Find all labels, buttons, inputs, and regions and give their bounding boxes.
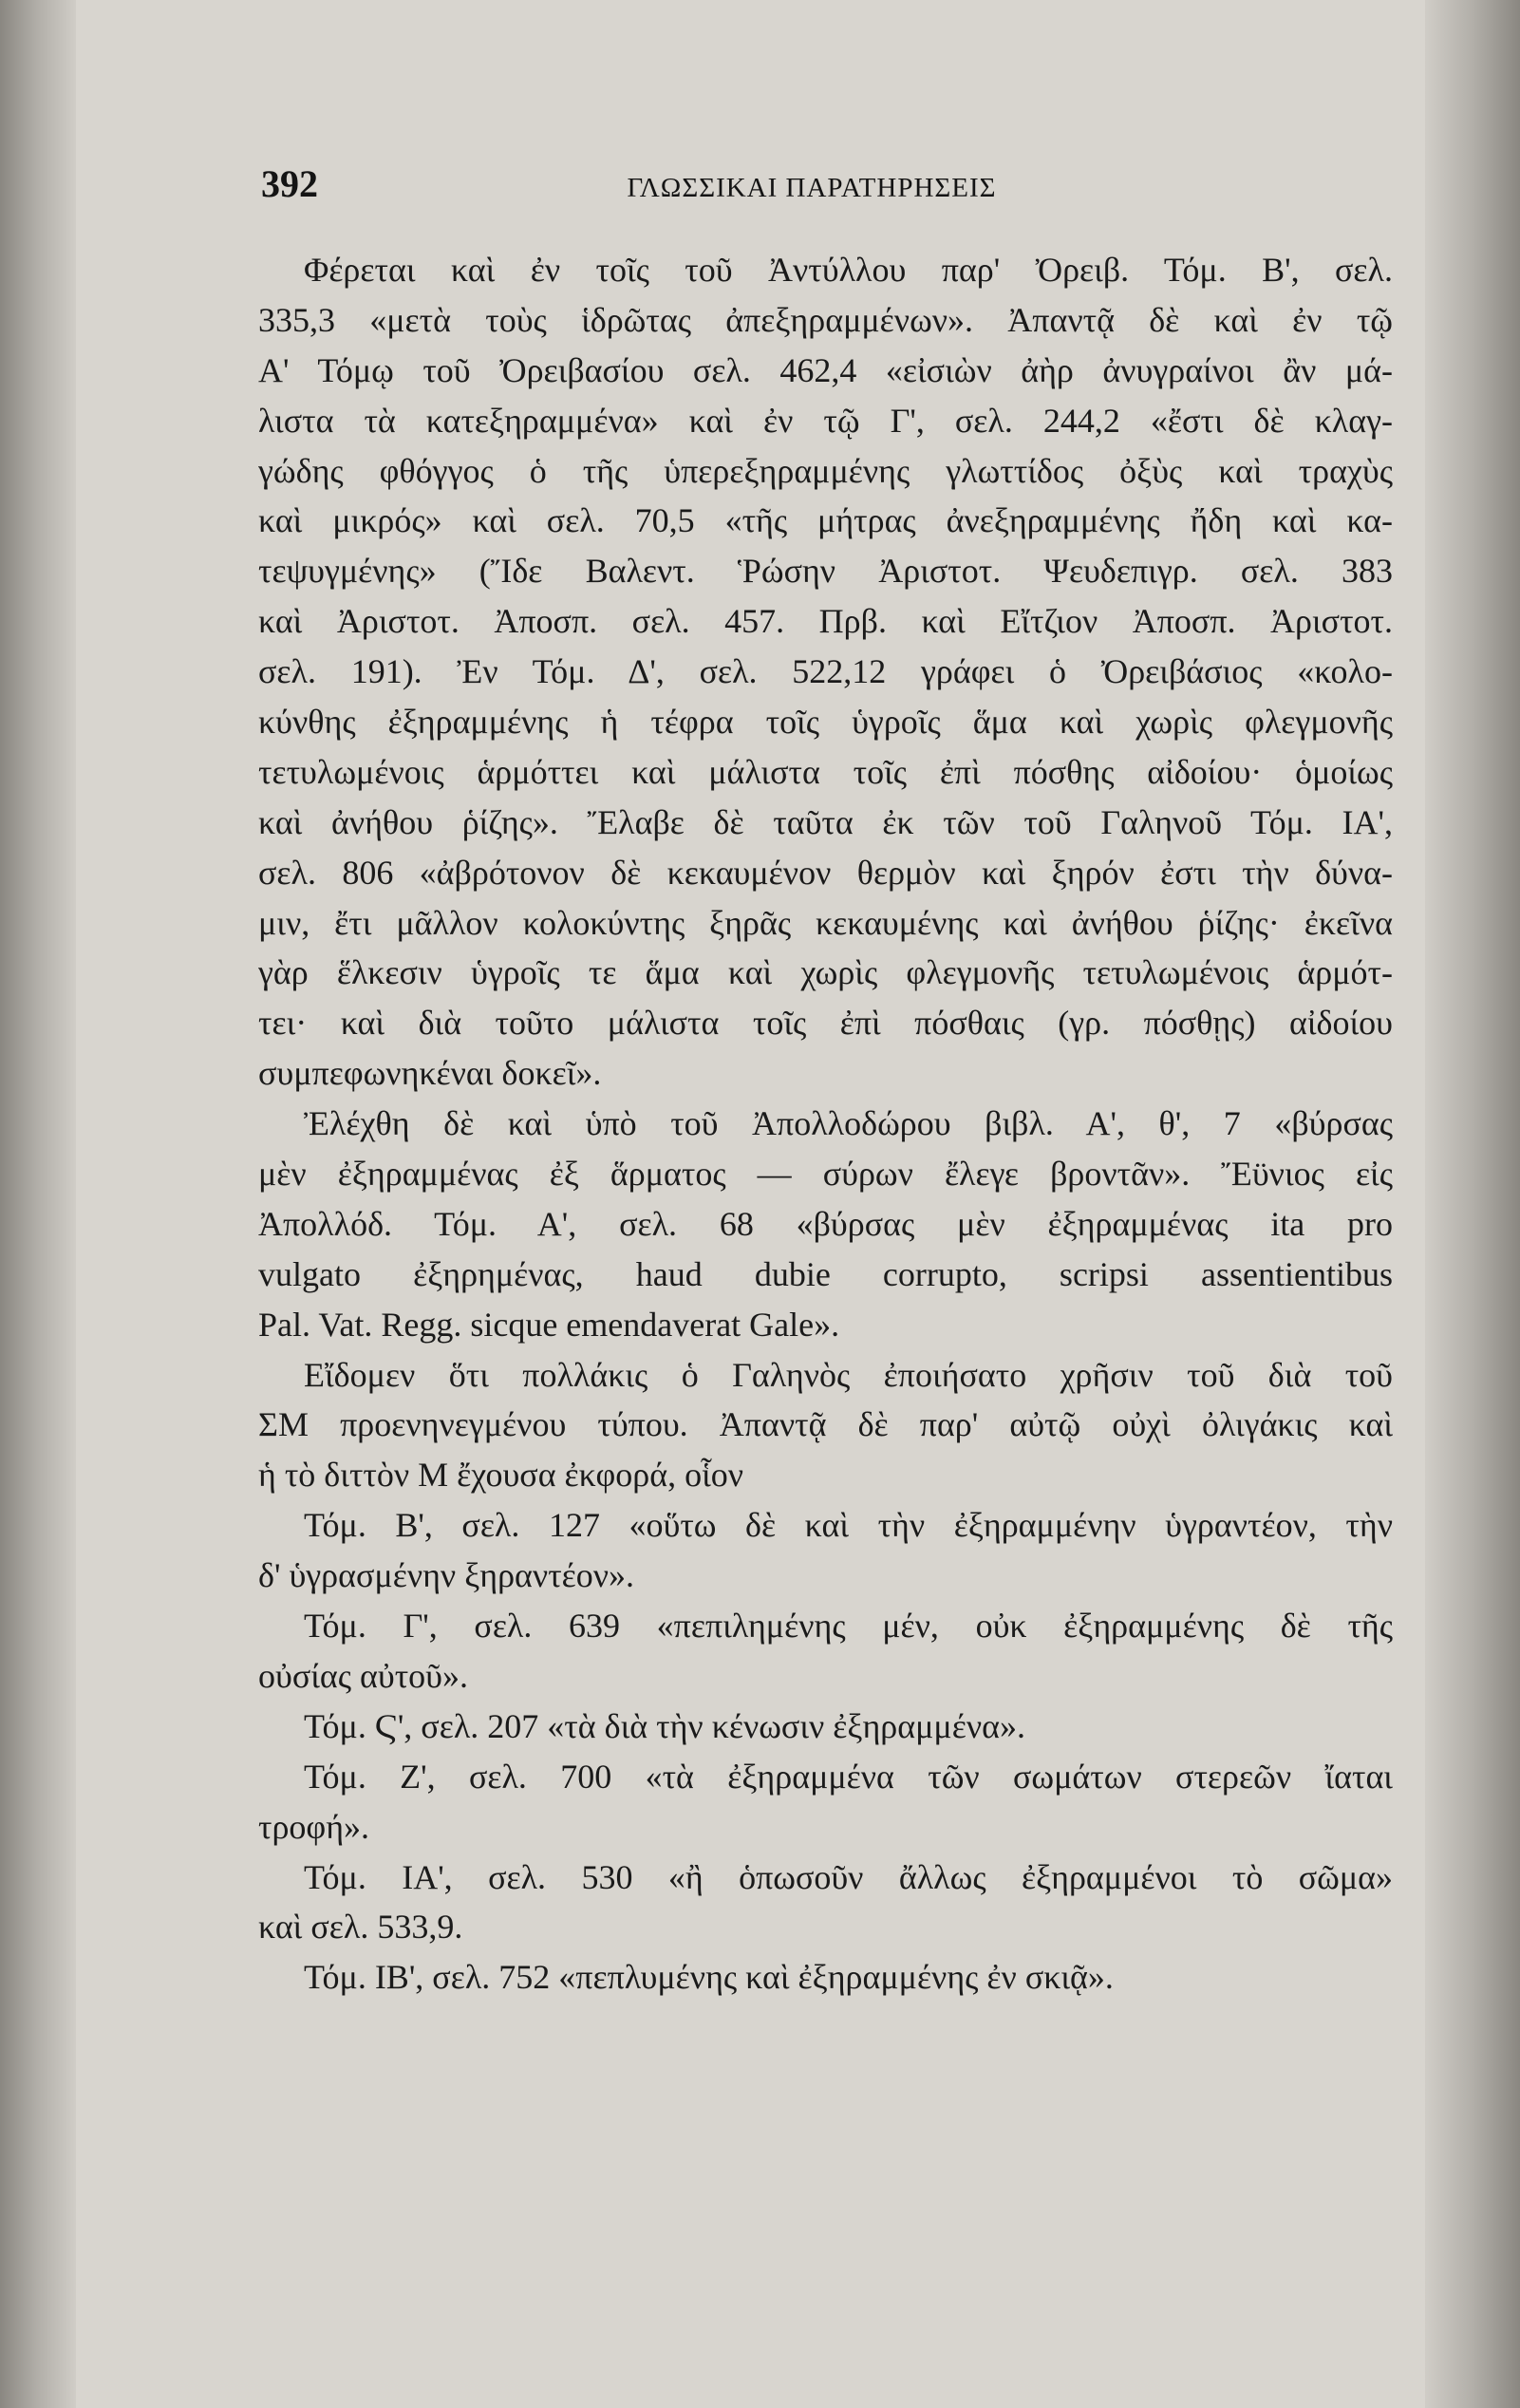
text-line: Α' Τόμῳ τοῦ Ὀρειβασίου σελ. 462,4 «εἰσιὼν ἀὴρ ἀνυγραίνοι ἂν μά- bbox=[258, 350, 1393, 389]
text-line: Τόμ. Β', σελ. 127 «οὕτω δὲ καὶ τὴν ἐξηραμμένην ὑγραντέον, τὴν bbox=[304, 1506, 1393, 1545]
text-line: τεψυγμένης» (Ἴδε Βαλεντ. Ῥώσην Ἀριστοτ. Ψευδεπιγρ. σελ. 383 bbox=[258, 552, 1393, 591]
text-line: Ἀπολλόδ. Τόμ. Α', σελ. 68 «βύρσας μὲν ἐξηραμμένας ita pro bbox=[258, 1204, 1393, 1243]
text-line: καὶ Ἀριστοτ. Ἀποσπ. σελ. 457. Πρβ. καὶ Εἴτζιον Ἀποσπ. Ἀριστοτ. bbox=[258, 602, 1393, 641]
text-line: σελ. 806 «ἀβρότονον δὲ κεκαυμένον θερμὸν καὶ ξηρόν ἐστι τὴν δύνα- bbox=[258, 853, 1393, 892]
body-text bbox=[258, 245, 1393, 2003]
text-line: τροφή». bbox=[258, 1807, 370, 1846]
text-line: ΣΜ προενηνεγμένου τύπου. Ἀπαντᾷ δὲ παρ' αὐτῷ οὐχὶ ὀλιγάκις καὶ bbox=[258, 1405, 1393, 1444]
text-line: vulgato ἐξηρημένας, haud dubie corrupto, scripsi assentientibus bbox=[258, 1254, 1393, 1293]
text-line: καὶ μικρός» καὶ σελ. 70,5 «τῆς μήτρας ἀνεξηραμμένης ἤδη καὶ κα- bbox=[258, 501, 1393, 540]
text-line: 335,3 «μετὰ τοὺς ἱδρῶτας ἀπεξηραμμένων». Ἀπαντᾷ δὲ καὶ ἐν τῷ bbox=[258, 300, 1393, 339]
text-line: καὶ σελ. 533,9. bbox=[258, 1908, 463, 1947]
text-line: Τόμ. Ϛ', σελ. 207 «τὰ διὰ τὴν κένωσιν ἐξηραμμένα». bbox=[304, 1706, 1025, 1745]
page-edge-right bbox=[1425, 0, 1520, 2408]
text-line: κύνθης ἐξηραμμένης ἡ τέφρα τοῖς ὑγροῖς ἅμα καὶ χωρὶς φλεγμονῆς bbox=[258, 703, 1393, 742]
page-header bbox=[261, 161, 1362, 218]
text-line: λιστα τὰ κατεξηραμμένα» καὶ ἐν τῷ Γ', σελ. 244,2 «ἔστι δὲ κλαγ- bbox=[258, 401, 1393, 440]
text-line: οὐσίας αὐτοῦ». bbox=[258, 1656, 469, 1695]
text-line: Τόμ. ΙΒ', σελ. 752 «πεπλυμένης καὶ ἐξηραμμένης ἐν σκιᾷ». bbox=[304, 1958, 1114, 1997]
text-line: Pal. Vat. Regg. sicque emendaverat Gale». bbox=[258, 1305, 840, 1344]
page-gutter-left bbox=[0, 0, 76, 2408]
text-line: γώδης φθόγγος ὁ τῆς ὑπερεξηραμμένης γλωττίδος ὀξὺς καὶ τραχὺς bbox=[258, 451, 1393, 490]
text-line: γὰρ ἕλκεσιν ὑγροῖς τε ἅμα καὶ χωρὶς φλεγμονῆς τετυλωμένοις ἁρμότ- bbox=[258, 953, 1393, 992]
text-line: Φέρεται καὶ ἐν τοῖς τοῦ Ἀντύλλου παρ' Ὀρειβ. Τόμ. Β', σελ. bbox=[304, 251, 1393, 289]
text-line: τετυλωμένοις ἁρμόττει καὶ μάλιστα τοῖς ἐπὶ πόσθης αἰδοίου· ὁμοίως bbox=[258, 752, 1393, 791]
text-line: δ' ὑγρασμένην ξηραντέον». bbox=[258, 1556, 635, 1595]
text-line: τει· καὶ διὰ τοῦτο μάλιστα τοῖς ἐπὶ πόσθαις (γρ. πόσθῃς) αἰδοίου bbox=[258, 1004, 1393, 1043]
text-line: Τόμ. Ζ', σελ. 700 «τὰ ἐξηραμμένα τῶν σωμάτων στερεῶν ἴαται bbox=[304, 1757, 1393, 1796]
text-line: ἡ τὸ διττὸν Μ ἔχουσα ἐκφορά, οἷον bbox=[258, 1456, 744, 1495]
text-line: συμπεφωνηκέναι δοκεῖ». bbox=[258, 1054, 602, 1093]
text-line: καὶ ἀνήθου ῥίζης». Ἔλαβε δὲ ταῦτα ἐκ τῶν τοῦ Γαληνοῦ Τόμ. ΙΑ', bbox=[258, 802, 1393, 841]
page-number: 392 bbox=[261, 162, 318, 205]
text-line: Εἴδομεν ὅτι πολλάκις ὁ Γαληνὸς ἐποιήσατο χρῆσιν τοῦ διὰ τοῦ bbox=[304, 1355, 1393, 1394]
text-line: σελ. 191). Ἐν Τόμ. Δ', σελ. 522,12 γράφει ὁ Ὀρειβάσιος «κολο- bbox=[258, 652, 1393, 691]
text-line: μιν, ἔτι μᾶλλον κολοκύντης ξηρᾶς κεκαυμένης καὶ ἀνήθου ῥίζης· ἐκεῖνα bbox=[258, 903, 1393, 942]
text-line: μὲν ἐξηραμμένας ἐξ ἅρματος — σύρων ἔλεγε βροντᾶν». Ἔϋνιος εἰς bbox=[258, 1155, 1393, 1194]
text-line: Ἐλέχθη δὲ καὶ ὑπὸ τοῦ Ἀπολλοδώρου βιβλ. Α', θ', 7 «βύρσας bbox=[304, 1104, 1393, 1143]
text-line: Τόμ. Γ', σελ. 639 «πεπιλημένης μέν, οὐκ ἐξηραμμένης δὲ τῆς bbox=[304, 1607, 1393, 1646]
running-head: ΓΛΩΣΣΙΚΑΙ ΠΑΡΑΤΗΡΗΣΕΙΣ bbox=[627, 173, 997, 203]
text-line: Τόμ. ΙΑ', σελ. 530 «ἢ ὁπωσοῦν ἄλλως ἐξηραμμένοι τὸ σῶμα» bbox=[304, 1857, 1393, 1896]
